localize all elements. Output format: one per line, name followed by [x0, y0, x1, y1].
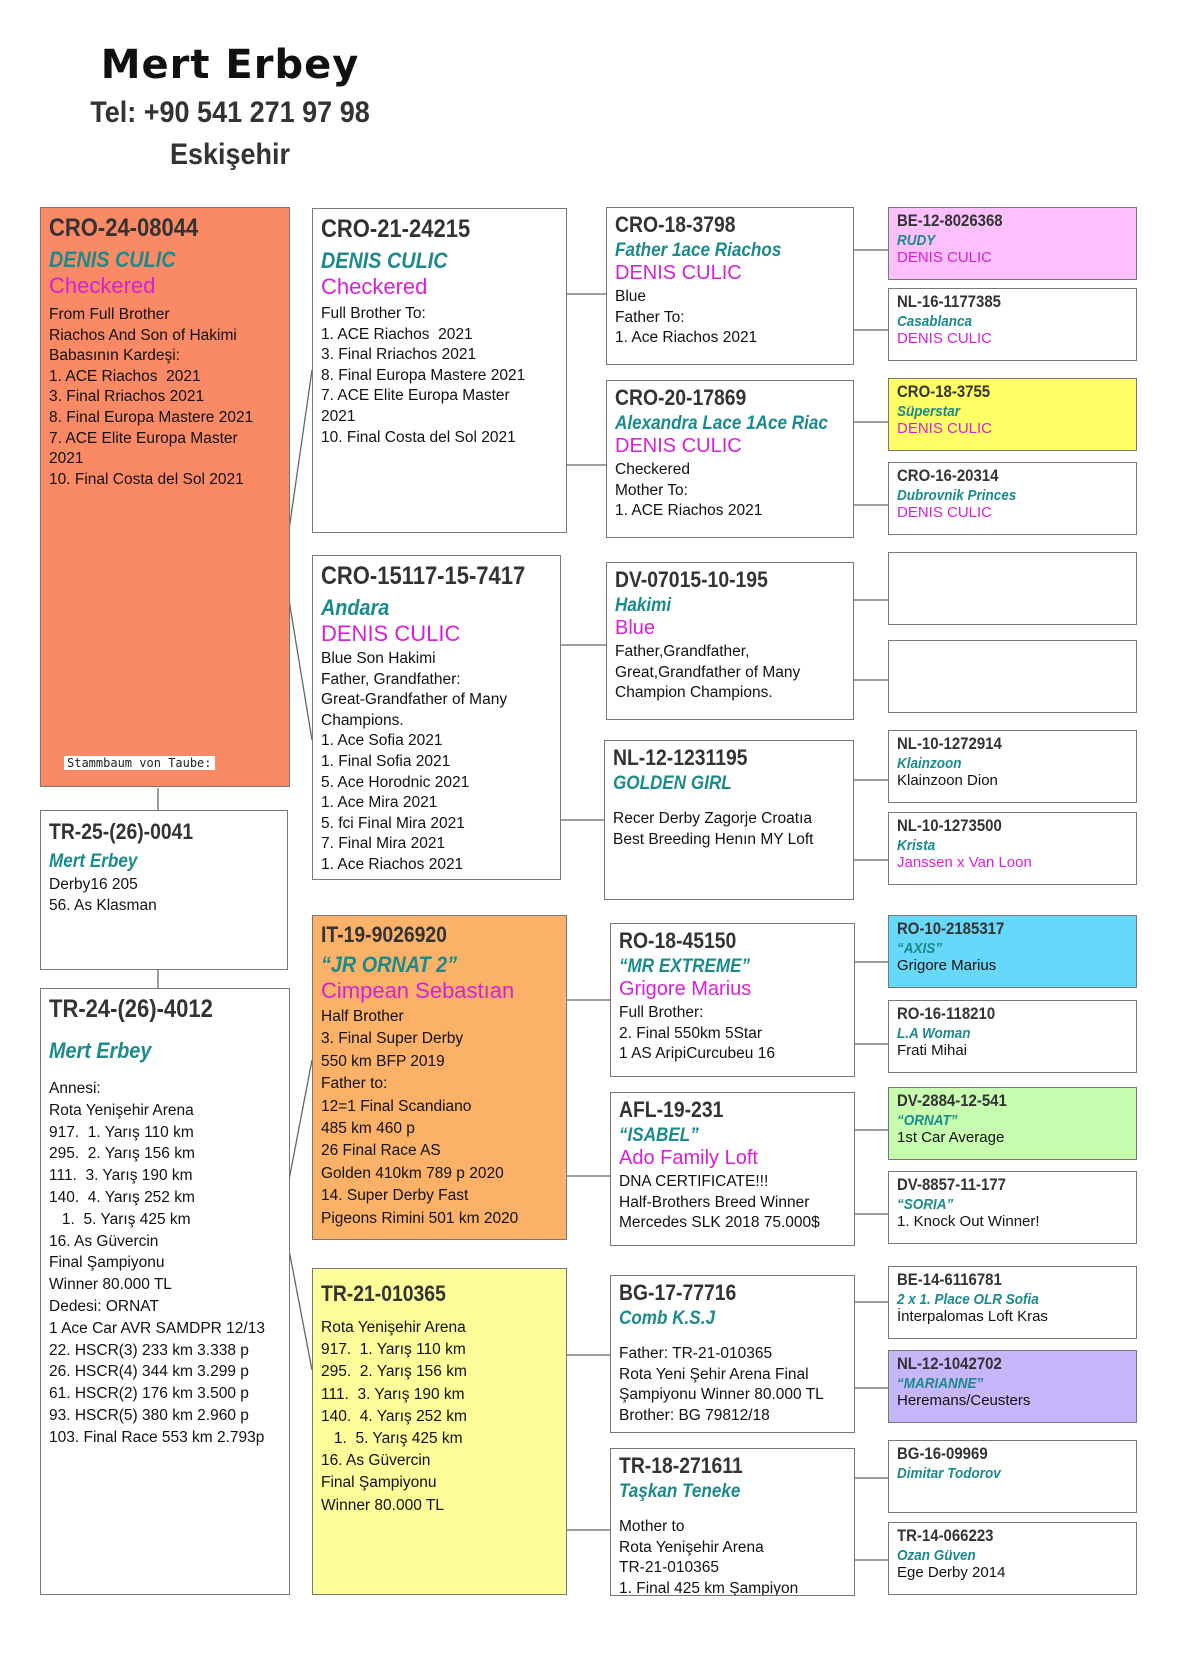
g2-notes: Rota Yenişehir Arena 917. 1. Yarış 110 km 295. 2. Yarış 156 km 111. 3. Yarış 190 km 140. 4. Yarış 252 km 1. 5. Yarış 425 km 16. As Güvercin Final Şampiyonu Winner 80.000 TL [321, 1319, 467, 1514]
g4-card[interactable] [888, 812, 1137, 885]
g4-ring: NL-10-1272914 [897, 734, 1002, 753]
g4-card[interactable] [888, 1000, 1137, 1073]
g3-notes: Recer Derby Zagorje Croatıa Best Breeding Henın MY Loft [613, 810, 814, 848]
g4-card[interactable] [888, 1087, 1137, 1160]
g3-notes: Blue Father To: 1. Ace Riachos 2021 [615, 288, 758, 347]
g4-ring: TR-14-066223 [897, 1526, 994, 1545]
g4-card[interactable] [888, 1522, 1137, 1595]
g3-owner: DENIS CULIC [615, 435, 742, 457]
breeder-name: Mert Erbey [100, 42, 360, 88]
g2-ring: CRO-21-24215 [321, 215, 471, 243]
subject-name: Mert Erbey [49, 851, 138, 872]
g4-name: Klainzoon [897, 755, 962, 772]
g3-name: GOLDEN GIRL [613, 773, 732, 794]
g4-name: “ORNAT” [897, 1112, 958, 1129]
g2-name: DENIS CULIC [321, 248, 448, 273]
g4-name: RUDY [897, 232, 936, 249]
g3-notes: Father,Grandfather, Great,Grandfather of Many Champion Champions. [615, 643, 801, 702]
g4-name: “AXIS” [897, 940, 943, 957]
g3-owner: Ado Family Loft [619, 1147, 758, 1169]
g3-ring: RO-18-45150 [619, 928, 737, 953]
g4-card[interactable] [888, 288, 1137, 361]
g4-name: L.A Woman [897, 1025, 971, 1042]
g4-owner: Frati Mihai [897, 1042, 968, 1059]
g2-notes: Half Brother 3. Final Super Derby 550 km BFP 2019 Father to: 12=1 Final Scandiano 485 km 460 p 26 Final Race AS Golden 410km 789 p 2020 14. Super Derby Fast Pigeons Rimini 501 km 2020 [321, 1008, 519, 1227]
g4-ring: NL-10-1273500 [897, 816, 1002, 835]
g3-ring: AFL-19-231 [619, 1097, 724, 1122]
g3-ring: DV-07015-10-195 [615, 567, 768, 592]
g3-ring: BG-17-77716 [619, 1280, 737, 1305]
g2-owner: Cimpean Sebastıan [321, 978, 515, 1003]
g3-name: “ISABEL” [619, 1125, 699, 1146]
g4-owner: Grigore Marius [897, 957, 997, 974]
sire-ring: CRO-24-08044 [49, 214, 199, 242]
g3-name: Father 1ace Riachos [615, 240, 782, 261]
g4-name: Casablanca [897, 313, 973, 330]
g3-notes: Checkered Mother To: 1. ACE Riachos 2021 [615, 461, 763, 520]
g2-card-4[interactable] [312, 1268, 567, 1595]
g2-ring: TR-21-010365 [321, 1281, 446, 1306]
g3-notes: DNA CERTIFICATE!!! Half-Brothers Breed Winner Mercedes SLK 2018 75.000$ [619, 1173, 820, 1232]
g4-name: Krista [897, 837, 936, 854]
g4-name: Ozan Güven [897, 1547, 976, 1564]
g3-name: Hakimi [615, 595, 672, 616]
g4-owner: Ege Derby 2014 [897, 1564, 1006, 1581]
g4-ring: RO-10-2185317 [897, 919, 1005, 938]
g2-name: “JR ORNAT 2” [321, 952, 458, 977]
g4-card[interactable] [888, 730, 1137, 803]
sire-name: DENIS CULIC [49, 247, 176, 272]
subject-notes: Derby16 205 56. As Klasman [49, 876, 157, 914]
dam-notes: Annesi: Rota Yenişehir Arena 917. 1. Yarış 110 km 295. 2. Yarış 156 km 111. 3. Yarış 190 km 140. 4. Yarış 252 km 1. 5. Yarış 425 km 16. As Güvercin Final Şampiyonu Winner 80.000 TL Dedesi: ORNAT 1 Ace Car AVR SAMDPR 12/13 22. HSCR(3) 233 km 3.338 p 26. HSCR(4) 344 km 3.299 p 61. HSCR(2) 176 km 3.500 p 93. HSCR(5) 380 km 2.960 p 103. Final Race 553 km 2.793p [49, 1080, 265, 1446]
g3-card[interactable] [606, 207, 854, 365]
g3-ring: CRO-20-17869 [615, 385, 747, 410]
g3-card[interactable] [610, 1275, 855, 1433]
g2-owner: DENIS CULIC [321, 621, 461, 646]
g3-owner: Blue [615, 617, 656, 639]
g3-ring: CRO-18-3798 [615, 212, 736, 237]
dam-name: Mert Erbey [49, 1038, 152, 1063]
g4-card[interactable] [888, 1350, 1137, 1423]
g3-owner: DENIS CULIC [615, 262, 742, 284]
g4-card[interactable] [888, 915, 1137, 988]
g3-ring: NL-12-1231195 [613, 745, 748, 770]
g2-notes: Blue Son Hakimi Father, Grandfather: Great-Grandfather of Many Champions. 1. Ace Sofia 2021 1. Final Sofia 2021 5. Ace Horodnic 2021 1. Ace Mira 2021 5. fci Final Mira 2021 7. Final Mira 2021 1. Ace Riachos 2021 [321, 650, 508, 873]
sire-card[interactable] [40, 207, 290, 787]
g2-card-3[interactable] [312, 915, 567, 1240]
subject-ring: TR-25-(26)-0041 [49, 819, 194, 844]
g2-owner: Checkered [321, 274, 428, 299]
g4-owner: Klainzoon Dion [897, 772, 998, 789]
stammbaum-label: Stammbaum von Taube: [64, 756, 215, 770]
g3-name: Taşkan Teneke [619, 1481, 741, 1502]
sire-notes: From Full Brother Riachos And Son of Hakimi Babasının Kardeşi: 1. ACE Riachos 2021 3. Final Rriachos 2021 8. Final Europa Mastere 2021 7. ACE Elite Europa Master 2021 10. Final Costa del Sol 2021 [49, 306, 254, 488]
g4-ring: BG-16-09969 [897, 1444, 988, 1463]
subject-card[interactable] [40, 810, 288, 970]
dam-ring: TR-24-(26)-4012 [49, 995, 213, 1023]
g4-owner: DENIS CULIC [897, 504, 993, 521]
g2-notes: Full Brother To: 1. ACE Riachos 2021 3. Final Rriachos 2021 8. Final Europa Mastere 2021 7. ACE Elite Europa Master 2021 10. Final Costa del Sol 2021 [321, 305, 526, 446]
g4-card[interactable] [888, 207, 1137, 280]
sire-color: Checkered [49, 273, 156, 298]
g3-name: “MR EXTREME” [619, 956, 751, 977]
g2-ring: IT-19-9026920 [321, 922, 447, 947]
g4-card[interactable] [888, 378, 1137, 451]
g4-name: “SORIA” [897, 1196, 954, 1213]
g2-card-2[interactable] [312, 555, 561, 880]
g4-card[interactable] [888, 1440, 1137, 1513]
g3-notes: Father: TR-21-010365 Rota Yeni Şehir Arena Final Şampiyonu Winner 80.000 TL Brother: BG 79812/18 [619, 1345, 824, 1424]
g3-name: Alexandra Lace 1Ace Riac [615, 413, 828, 434]
g4-card[interactable] [888, 1171, 1137, 1244]
g3-name: Comb K.S.J [619, 1308, 715, 1329]
g3-notes: Mother to Rota Yenişehir Arena TR-21-010365 1. Final 425 km Şampiyon [619, 1518, 799, 1596]
g4-ring: CRO-18-3755 [897, 382, 991, 401]
breeder-city: Eskişehir [169, 138, 291, 171]
g4-name: Dimitar Todorov [897, 1465, 1001, 1482]
g4-card[interactable] [888, 552, 1137, 625]
g4-name: 2 x 1. Place OLR Sofia [897, 1291, 1039, 1308]
g3-card[interactable] [610, 1092, 855, 1246]
g2-ring: CRO-15117-15-7417 [321, 562, 526, 590]
g3-notes: Full Brother: 2. Final 550km 5Star 1 AS AripiCurcubeu 16 [619, 1004, 775, 1063]
g4-ring: DV-2884-12-541 [897, 1091, 1007, 1110]
g4-card[interactable] [888, 1266, 1137, 1339]
g4-ring: RO-16-118210 [897, 1004, 996, 1023]
g4-ring: NL-16-1177385 [897, 292, 1001, 311]
g2-name: Andara [321, 595, 390, 620]
g4-ring: DV-8857-11-177 [897, 1175, 1006, 1194]
g4-owner: Heremans/Ceusters [897, 1392, 1031, 1409]
g3-card[interactable] [604, 740, 854, 900]
g4-card[interactable] [888, 640, 1137, 713]
g4-owner: 1. Knock Out Winner! [897, 1213, 1040, 1230]
g4-ring: NL-12-1042702 [897, 1354, 1002, 1373]
g4-owner: İnterpalomas Loft Kras [897, 1308, 1048, 1325]
g3-owner: Grigore Marius [619, 978, 752, 1000]
g4-owner: DENIS CULIC [897, 330, 993, 347]
g4-owner: Janssen x Van Loon [897, 854, 1032, 871]
breeder-phone: Tel: +90 541 271 97 98 [90, 96, 370, 129]
g3-card[interactable] [610, 923, 855, 1077]
g3-card[interactable] [610, 1448, 855, 1596]
g4-name: Süperstar [897, 403, 961, 420]
dam-card[interactable] [40, 988, 290, 1595]
g4-ring: CRO-16-20314 [897, 466, 999, 485]
g4-name: “MARIANNE” [897, 1375, 984, 1392]
g4-owner: DENIS CULIC [897, 420, 993, 437]
g4-owner: DENIS CULIC [897, 249, 993, 266]
g4-ring: BE-12-8026368 [897, 211, 1003, 230]
g4-ring: BE-14-6116781 [897, 1270, 1002, 1289]
g4-owner: 1st Car Average [897, 1129, 1005, 1146]
g4-name: Dubrovnik Princes [897, 487, 1017, 504]
g3-ring: TR-18-271611 [619, 1453, 743, 1478]
g2-card-1[interactable] [312, 208, 567, 533]
g4-card[interactable] [888, 462, 1137, 535]
g3-card[interactable] [606, 380, 854, 538]
g3-card[interactable] [606, 562, 854, 720]
